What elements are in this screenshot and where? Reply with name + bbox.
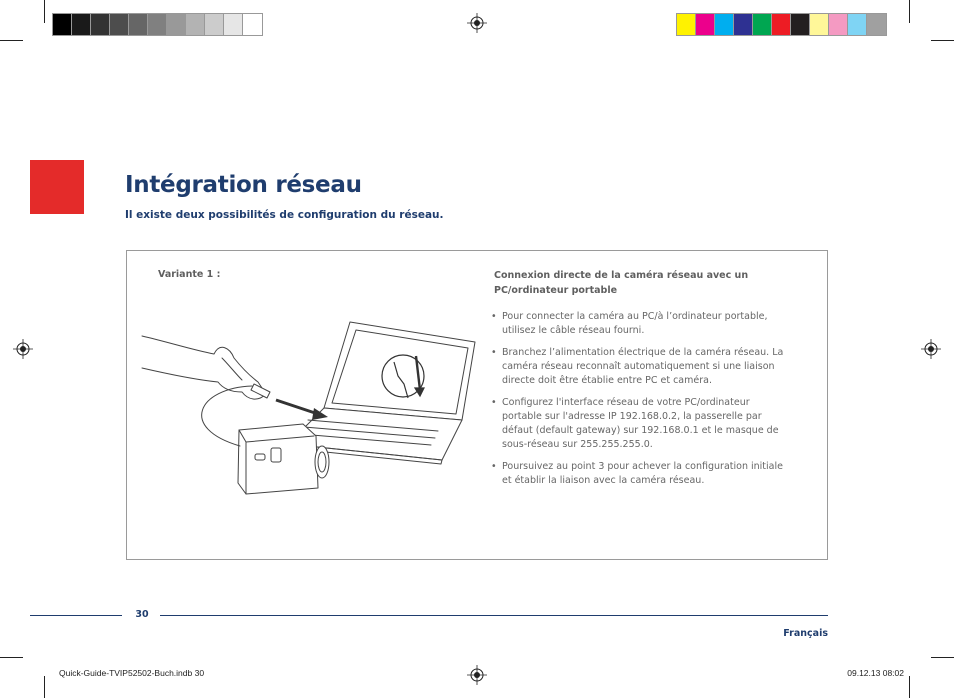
- color-swatch: [129, 14, 148, 35]
- page-number: 30: [135, 609, 149, 620]
- color-swatch: [110, 14, 129, 35]
- instruction-list: [491, 310, 791, 496]
- color-swatch: [205, 14, 224, 35]
- color-swatch: [867, 14, 886, 35]
- color-swatch: [753, 14, 772, 35]
- page-subtitle: Il existe deux possibilités de configuration du réseau.: [125, 209, 444, 221]
- variant-label: Variante 1 :: [158, 269, 221, 280]
- footer-rule-right: [160, 615, 828, 616]
- page-title: Intégration réseau: [125, 172, 362, 198]
- bullet-marker: •: [491, 311, 497, 322]
- color-swatch: [734, 14, 753, 35]
- color-swatch: [167, 14, 186, 35]
- chapter-marker: [30, 160, 84, 214]
- crop-mark: [0, 657, 23, 658]
- gray-color-bar: [52, 13, 263, 36]
- registration-mark-icon: [467, 665, 487, 685]
- color-swatch: [186, 14, 205, 35]
- network-camera: [238, 424, 318, 494]
- color-swatch: [829, 14, 848, 35]
- list-item-text: Pour connecter la caméra au PC/à l’ordinateur portable, utilisez le câble réseau fourni.: [502, 311, 768, 336]
- list-item-text: Branchez l’alimentation électrique de la caméra réseau. La caméra réseau reconnaît automatiquement si une liaison directe doit être établie entre PC et caméra.: [502, 347, 784, 386]
- footer-rule-left: [30, 615, 122, 616]
- language-label: Français: [783, 628, 828, 639]
- registration-mark-icon: [467, 13, 487, 33]
- crop-mark: [909, 676, 910, 698]
- color-swatch: [772, 14, 791, 35]
- list-item: [491, 460, 791, 488]
- color-swatch: [810, 14, 829, 35]
- color-swatch: [243, 14, 262, 35]
- color-swatch: [677, 14, 696, 35]
- crop-mark: [0, 40, 23, 41]
- crop-mark: [931, 657, 954, 658]
- variant-heading: Connexion directe de la caméra réseau avec un PC/ordinateur portable: [494, 270, 749, 296]
- crop-mark: [931, 40, 954, 41]
- registration-mark-icon: [13, 339, 33, 359]
- color-swatch: [148, 14, 167, 35]
- list-item-text: Poursuivez au point 3 pour achever la configuration initiale et établir la liaison avec la caméra réseau.: [502, 461, 783, 486]
- list-item: [491, 396, 791, 452]
- bullet-marker: •: [491, 347, 497, 358]
- color-swatch: [72, 14, 91, 35]
- color-swatch: [791, 14, 810, 35]
- bullet-marker: •: [491, 397, 497, 408]
- list-item: [491, 346, 791, 388]
- camera-laptop-illustration: [138, 318, 483, 503]
- list-item: [491, 310, 791, 338]
- color-swatch: [715, 14, 734, 35]
- color-swatch: [848, 14, 867, 35]
- slug-date: 09.12.13 08:02: [847, 668, 904, 678]
- registration-mark-icon: [921, 339, 941, 359]
- hand: [142, 336, 266, 399]
- slug-file: Quick-Guide-TVIP52502-Buch.indb 30: [59, 668, 205, 678]
- crop-mark: [44, 676, 45, 698]
- list-item-text: Configurez l'interface réseau de votre PC/ordinateur portable sur l'adresse IP 192.168.0.2, la passerelle par défaut (default gateway) sur 192.168.0.1 et le masque de sous-réseau sur 255.255.255.0.: [502, 397, 779, 450]
- color-swatch: [91, 14, 110, 35]
- crop-mark: [44, 0, 45, 23]
- crop-mark: [909, 0, 910, 23]
- color-swatch: [224, 14, 243, 35]
- color-swatch: [696, 14, 715, 35]
- bullet-marker: •: [491, 461, 497, 472]
- cmyk-color-bar: [676, 13, 887, 36]
- color-swatch: [53, 14, 72, 35]
